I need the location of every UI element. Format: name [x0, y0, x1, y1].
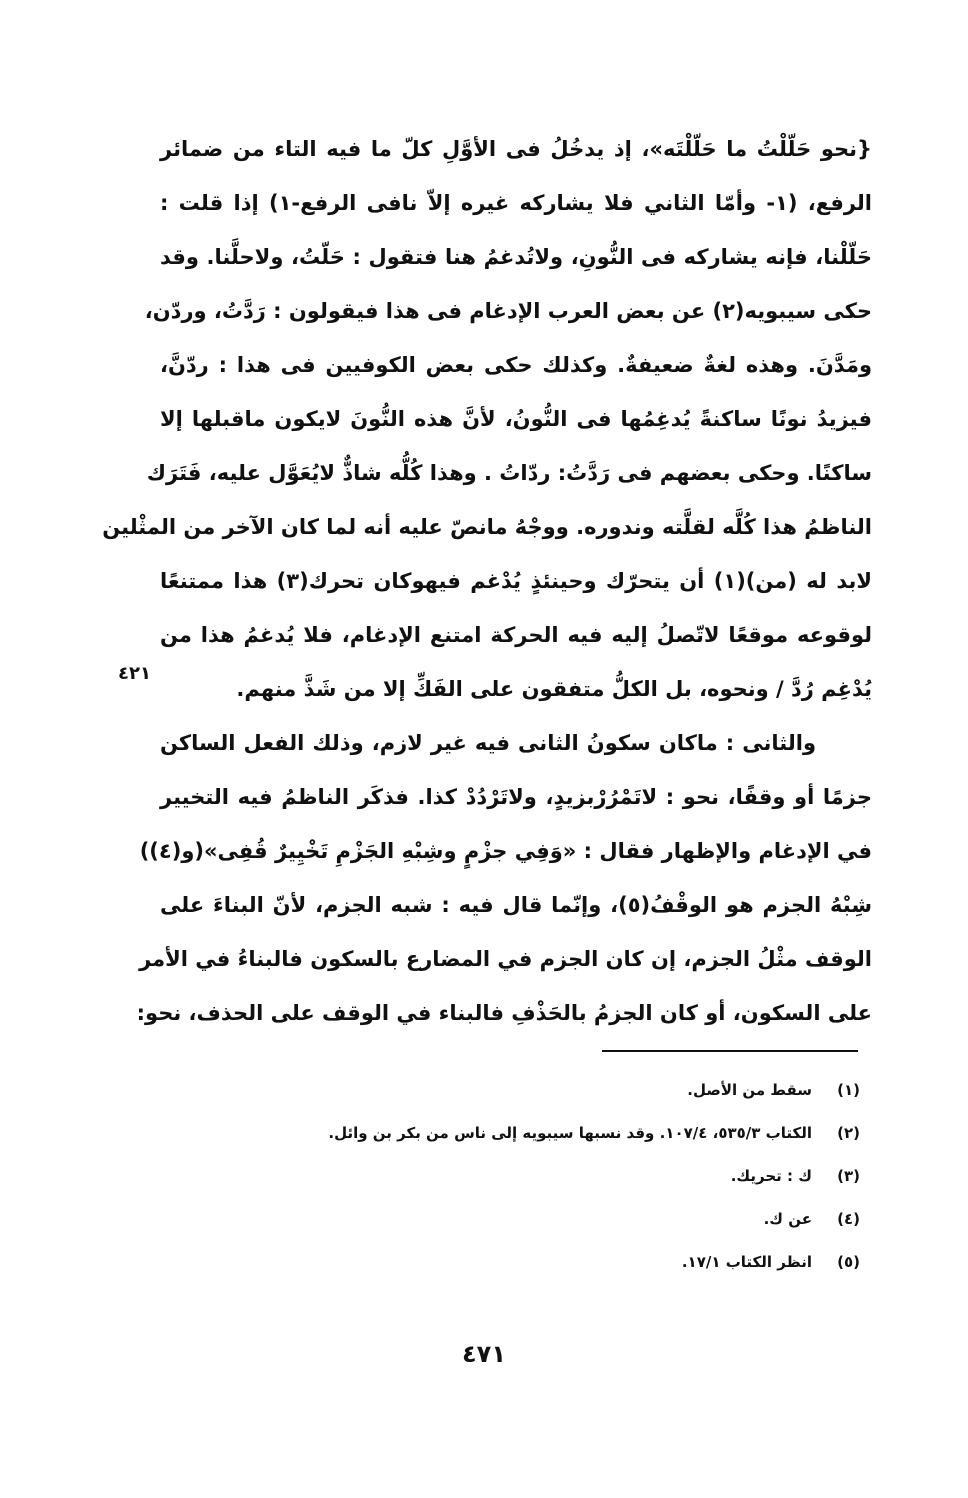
footnote-text: الكتاب ٥٣٥/٣، ١٠٧/٤. وقد نسبها سيبويه إلى ناس من بكر بن وائل. — [328, 1123, 812, 1142]
text-line: جزمًا أو وقفًا، نحو : لاتَمْرُرْبزيدٍ، ولاتَرْدُدْ كذا. فذكَر الناظمُ فيه التخيير — [160, 785, 872, 809]
margin-page-reference: ٤٢١ — [118, 663, 151, 684]
footnote — [200, 1068, 860, 1111]
text-line: الوقف مثْلُ الجزم، إن كان الجزم في المضارع بالسكون فالبناءُ في الأمر — [139, 947, 872, 971]
footnote-number: (٥) — [837, 1252, 860, 1271]
footnote-separator — [602, 1050, 858, 1052]
text-line: حَلّلْنا، فإنه يشاركه فى النُّونِ، ولاتُدغمُ هنا فتقول : حَلّتُ، ولاحلَّنا. وقد — [160, 245, 872, 269]
text-line: حكى سيبويه(٢) عن بعض العرب الإدغام فى هذا فيقولون : رَدَّتُ، وردّن، — [144, 299, 872, 323]
footnote-text: عن ك. — [763, 1209, 812, 1228]
text-line: والثانى : ماكان سكونُ الثانى فيه غير لازم، وذلك الفعل الساكن — [160, 731, 816, 755]
text-line: شِبْهُ الجزم هو الوقْفُ(٥)، وإنّما قال فيه : شبه الجزم، لأنّ البناءَ على — [160, 893, 872, 917]
text-line: في الإدغام والإظهار فقال : «وَفِي جزْمٍ وشِبْهِ الجَزْمِ تَخْيِيرٌ قُفِى»(و(٤)) — [139, 839, 872, 863]
footnote-number: (٤) — [837, 1209, 860, 1228]
footnote — [200, 1154, 860, 1197]
footnote — [200, 1240, 860, 1283]
text-line: الرفع، (١- وأمّا الثاني فلا يشاركه غيره إلاّ نافى الرفع-١) إذا قلت : — [160, 191, 872, 215]
footnote-text: انظر الكتاب ١٧/١. — [681, 1252, 812, 1271]
footnote-number: (٣) — [837, 1166, 860, 1185]
page-number: ٤٧١ — [462, 1340, 506, 1368]
footnotes — [200, 1068, 860, 1283]
footnote-number: (١) — [837, 1080, 860, 1099]
text-line: {نحو حَلّلْتُ ما حَلّلْتَه»، إذ يدخُلُ فى الأوَّلِ كلّ ما فيه التاء من ضمائر — [160, 137, 872, 161]
footnote — [200, 1197, 860, 1240]
footnote-text: سقط من الأصل. — [687, 1080, 812, 1099]
text-line: ومَدَّنَ. وهذه لغةٌ ضعيفةٌ. وكذلك حكى بعض الكوفيين فى هذا : ردّنَّ، — [160, 353, 872, 377]
text-line: يُدْغِم رُدَّ / ونحوه، بل الكلُّ متفقون على الفَكِّ إلا من شَذَّ منهم. — [236, 677, 872, 701]
footnote — [200, 1111, 860, 1154]
footnote-number: (٢) — [837, 1123, 860, 1142]
text-line: ساكنًا. وحكى بعضهم فى رَدَّتُ: ردّاتُ . وهذا كُلُّه شاذٌّ لايُعَوَّل عليه، فَتَرَك — [146, 461, 872, 485]
footnote-text: ك : تحريك. — [730, 1166, 812, 1185]
text-line: فيزيدُ نونًا ساكنةً يُدغِمُها فى النُّونُ، لأنَّ هذه النُّونَ لايكون ماقبلها إلا — [160, 407, 872, 431]
text-line: لوقوعه موقعًا لاتّصلُ إليه فيه الحركة امتنع الإدغام، فلا يُدغمُ هذا من — [160, 623, 872, 647]
text-line: لابد له (من)(١) أن يتحرّك وحينئذٍ يُدْغم فيهوكان تحرك(٣) هذا ممتنعًا — [160, 569, 872, 593]
text-line: على السكون، أو كان الجزمُ بالحَذْفِ فالبناء في الوقف على الحذف، نحو: — [136, 1001, 872, 1025]
text-line: الناظمُ هذا كُلَّه لقلَّته وندوره. ووجْهُ مانصّ عليه أنه لما كان الآخر من المثْلين — [102, 515, 872, 539]
